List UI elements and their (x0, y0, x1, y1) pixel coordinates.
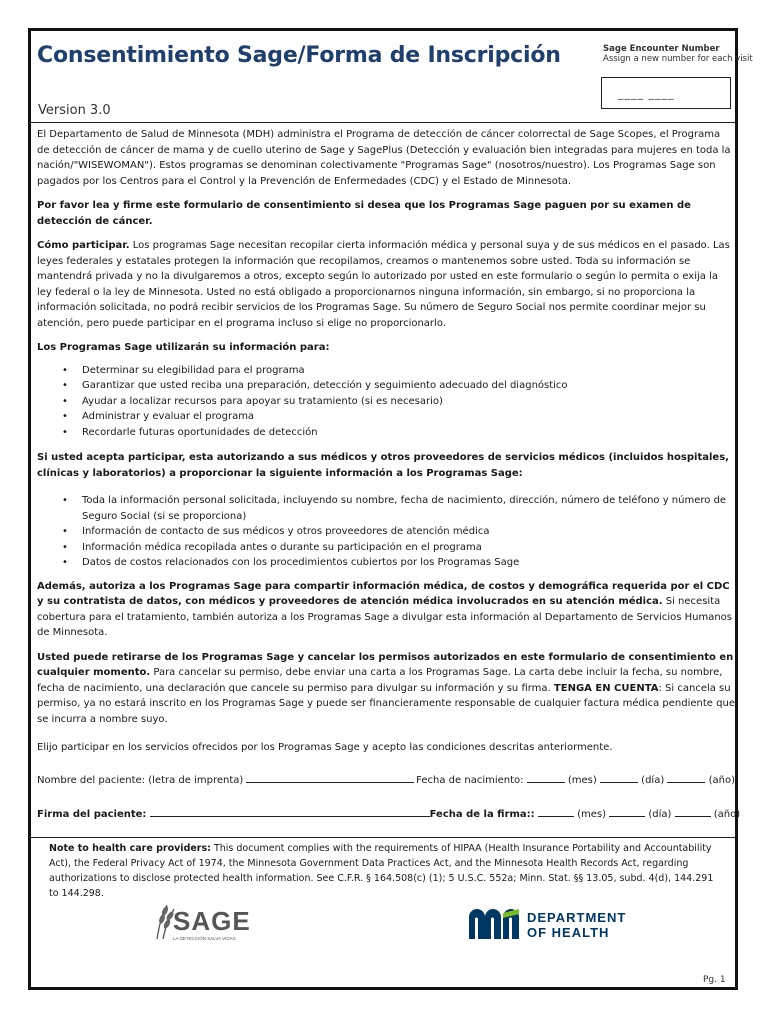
encounter-number-instruction: Assign a new number for each visit (603, 54, 753, 64)
encounter-number-field[interactable] (601, 77, 731, 109)
also-bold: Además, autoriza a los Programas Sage para compartir información médica, de costos y demográfica requerida por el CDC y su contratista de datos, con médicos y proveedores de atención médica involucrados en su atención médica. (37, 580, 730, 607)
uses-list (37, 363, 735, 441)
list-item: • Recordarle futuras oportunidades de detección (82, 425, 735, 441)
list-item: • Ayudar a localizar recursos para apoyar su tratamiento (si es necesario) (82, 394, 735, 410)
note-divider (31, 837, 735, 838)
list-item: • Información médica recopilada antes o durante su participación en el programa (82, 540, 735, 556)
signature-date-label: Fecha de la firma:: (429, 809, 535, 820)
birth-date-label: Fecha de nacimiento: (416, 774, 524, 786)
participate-paragraph (37, 238, 735, 331)
birth-day-input[interactable] (600, 772, 638, 783)
sage-logo-wordmark: SAGE (173, 906, 251, 936)
birth-year-input[interactable] (667, 772, 705, 783)
birth-month-label: (mes) (567, 774, 597, 786)
encounter-number-label: Sage Encounter Number (603, 44, 720, 54)
withdraw-text-2: : Si cancela su permiso, ya no estará inscrito en los Programas Sage y puede ser financieramente responsable de cualquier factura médica pendiente que se incurra a nombre suyo. (37, 682, 735, 725)
mn-logo-of-health: OF HEALTH (527, 925, 610, 940)
withdraw-bold: Usted puede retirarse de los Programas Sage y cancelar los permisos autorizados en este formulario de consentimiento en cualquier momento. (37, 651, 734, 678)
birth-year-label: (año) (708, 774, 735, 786)
provider-note (49, 841, 721, 901)
birth-day-label: (día) (641, 774, 665, 786)
form-body (37, 127, 741, 823)
list-item: • Garantizar que usted reciba una preparación, detección y seguimiento adecuado del diagnóstico (82, 378, 735, 394)
list-item: • Toda la información personal solicitada, incluyendo su nombre, fecha de nacimiento, dirección, número de teléfono y número de Seguro Social (si se proporciona) (82, 493, 735, 524)
list-item: • Administrar y evaluar el programa (82, 409, 735, 425)
mn-department-of-health-logo (467, 905, 647, 941)
signature-year-label: (año) (713, 809, 741, 820)
header-divider (31, 122, 735, 123)
form-title: Consentimiento Sage/Forma de Inscripción (37, 43, 561, 68)
signature-year-input[interactable] (675, 806, 711, 817)
list-item: • Datos de costos relacionados con los procedimientos cubiertos por los Programas Sage (82, 555, 735, 571)
encounter-number-blanks: ____ ____ (618, 87, 675, 100)
provider-note-text: This document complies with the requirements of HIPAA (Health Insurance Portability and Accountability Act), the Federal Privacy Act of 1974, the Minnesota Government Data Practices Act, and the Minnesota Health Records Act, regarding authorizations to disclose protected health information. See C.F.R. § 164.508(c) (1); 5 U.S.C. 552a; Minn. Stat. §§ 13.05, subd. 4(d), 144.291 to 144.298. (49, 843, 714, 899)
intro-paragraph: El Departamento de Salud de Minnesota (MDH) administra el Programa de detección de cáncer colorrectal de Sage Scopes, el Programa de detección de cáncer de mama y de cuello uterino de Sage y SagePlus (Detección y evaluación bien integradas para mujeres en toda la nación/"WISEWOMAN"). Estos programas se denominan colectivamente "Programas Sage" (nosotros/nuestro). Los Programas Sage son pagados por los Centros para el Control y la Prevención de Enfermedades (CDC) y el Estado de Minnesota. (37, 129, 731, 187)
authorize-heading: Si usted acepta participar, esta autorizando a sus médicos y otros proveedores de servicios médicos (incluidos hospitales, clínicas y laboratorios) a proporcionar la siguiente información a los Programas Sage: (37, 452, 729, 479)
form-version: Version 3.0 (38, 103, 111, 118)
withdraw-text-1: Para cancelar su permiso, debe enviar una carta a los Programas Sage. La carta debe incluir la fecha, su nombre, fecha de nacimiento, una declaración que cancele su permiso para divulgar su información y su firma. (37, 667, 723, 694)
uses-heading: Los Programas Sage utilizarán su información para: (37, 342, 330, 353)
please-sign-paragraph: Por favor lea y firme este formulario de consentimiento si desea que los Programas Sage paguen por su examen de detección de cáncer. (37, 200, 691, 227)
signature-month-label: (mes) (577, 809, 606, 820)
mn-logo-department: DEPARTMENT (527, 910, 627, 925)
authorize-list (37, 493, 735, 571)
signature-row (37, 806, 741, 823)
withdraw-note-label: TENGA EN CUENTA (553, 682, 659, 694)
signature-day-input[interactable] (609, 806, 645, 817)
form-page (28, 28, 753, 990)
patient-name-label: Nombre del paciente: (letra de imprenta) (37, 774, 244, 786)
also-text: Si necesita cobertura para el tratamiento, también autoriza a los Programas Sage a divulgar esta información al Departamento de Servicios Humanos de Minnesota. (37, 596, 732, 638)
birth-month-input[interactable] (527, 772, 565, 783)
sage-logo (143, 899, 278, 944)
patient-name-input[interactable] (246, 772, 414, 783)
withdraw-paragraph (37, 650, 735, 728)
signature-month-input[interactable] (538, 806, 574, 817)
signature-day-label: (día) (648, 809, 672, 820)
patient-name-row (37, 772, 735, 789)
also-paragraph (37, 579, 735, 641)
signature-input[interactable] (150, 806, 430, 817)
signature-label: Firma del paciente: (37, 809, 147, 820)
provider-note-label: Note to health care providers: (49, 843, 211, 854)
participate-heading: Cómo participar. (37, 240, 130, 251)
list-item: • Determinar su elegibilidad para el programa (82, 363, 735, 379)
sage-logo-tagline: LA DETECCIÓN SALVA VIDAS (173, 936, 236, 941)
participate-text: Los programas Sage necesitan recopilar cierta información médica y personal suya y de sus médicos en el pasado. Las leyes federales y estatales protegen la información que recopilamos, creamos o mantenemos sobre usted. Toda su información se mantendrá privada y no la divulgaremos a otros, excepto según lo autorizado por usted en este formulario o según lo permita o exija la ley federal o la ley de Minnesota. Usted no está obligado a proporcionarnos ninguna información, sin embargo, si no proporciona la información solicitada, no podrá recibir servicios de los Programas Sage. Su número de Seguro Social nos permite coordinar mejor su atención, pero puede participar en el programa incluso si elige no proporcionarlo. (37, 240, 730, 329)
list-item: • Información de contacto de sus médicos y otros proveedores de atención médica (82, 524, 735, 540)
mn-monogram-icon (469, 909, 519, 939)
elect-statement: Elijo participar en los servicios ofrecidos por los Programas Sage y acepto las condiciones descritas anteriormente. (37, 742, 613, 753)
page-number: Pg. 1 (703, 975, 726, 985)
